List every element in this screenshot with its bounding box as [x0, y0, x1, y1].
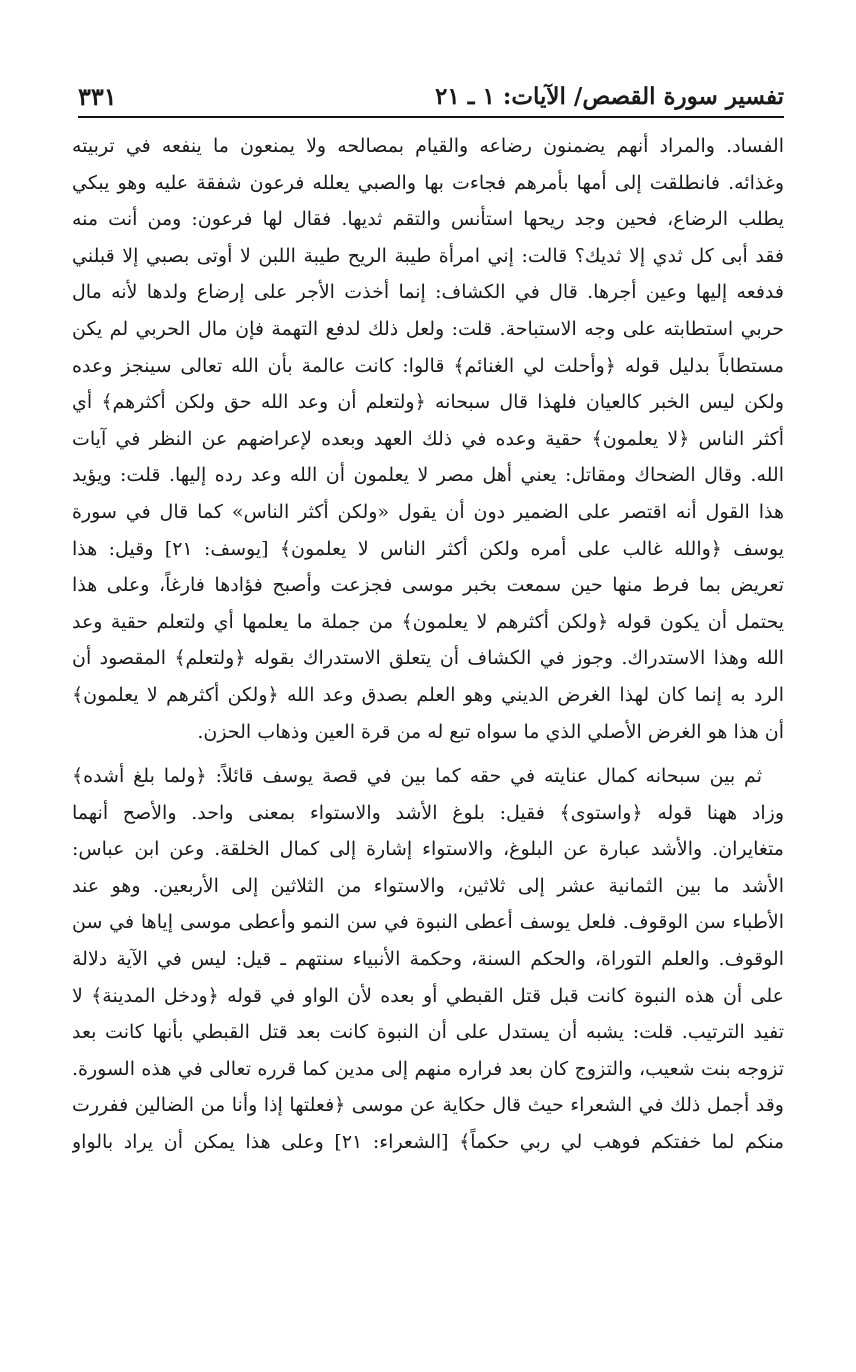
text-line: الأشد ما بين الثمانية عشر إلى ثلاثين، والاستواء من الثلاثين إلى الأربعين. وهو عند [72, 874, 784, 897]
text-line: على أن هذه النبوة كانت قبل قتل القبطي أو بعده لأن الواو في قوله ﴿ودخل المدينة﴾ لا [72, 984, 784, 1007]
text-line: مستطاباً بدليل قوله ﴿وأحلت لي الغنائم﴾ قالوا: كانت عالمة بأن الله تعالى سينجز وعده [72, 354, 784, 377]
page-number: ٣٣١ [78, 82, 117, 111]
text-line: أن هذا هو الغرض الأصلي الذي ما سواه تبع له من قرة العين وذهاب الحزن. [197, 720, 784, 743]
text-line: الوقوف. والعلم التوراة، والحكم السنة، وحكمة الأنبياء سنتهم ـ قيل: ليس في الآية دلالة [72, 948, 784, 971]
text-line: الأطباء سن الوقوف. فلعل يوسف أعطى النبوة في سن النمو وأعطى موسى إياها في سن [72, 911, 784, 934]
text-line: يطلب الرضاع، فحين وجد ريحها استأنس والتقم ثديها. فقال لها فرعون: ومن أنت منه [72, 208, 784, 231]
text-line: الرد به إنما كان لهذا الغرض الديني وهو العلم بصدق وعد الله ﴿ولكن أكثرهم لا يعلمون﴾ [72, 683, 784, 706]
text-line: الله. وقال الضحاك ومقاتل: يعني أهل مصر لا يعلمون أن الله وعد رده إليها. قلت: ويؤيد [72, 464, 784, 487]
text-line: وغذائه. فانطلقت إلى أمها بأمرهم فجاءت بها والصبي يعلله فرعون شفقة عليه وهو يبكي [72, 171, 784, 194]
text-line: ولكن ليس الخبر كالعيان فلهذا قال سبحانه ﴿ولتعلم أن وعد الله حق ولكن أكثرهم﴾ أي [72, 391, 784, 414]
body-text [72, 128, 784, 1161]
text-line: فقد أبى كل ثدي إلا ثديك؟ قالت: إني امرأة طيبة الريح طيبة اللبن لا أوتى بصبي إلا قبلني [72, 244, 784, 267]
text-line: منكم لما خفتكم فوهب لي ربي حكماً﴾ [الشعراء: ٢١] وعلى هذا يمكن أن يراد بالواو [72, 1131, 784, 1154]
running-title: تفسير سورة القصص/ الآيات: ١ ـ ٢١ [435, 83, 784, 110]
text-line: يحتمل أن يكون قوله ﴿ولكن أكثرهم لا يعلمون﴾ من جملة ما يعلمها أي ولتعلم حقية وعد [72, 610, 784, 633]
text-line: فدفعه إليها وعين أجرها. قال في الكشاف: إنما أخذت الأجر على إرضاع ولدها لأنه مال [72, 281, 784, 304]
text-line: تعريض بما فرط منها حين سمعت بخبر موسى فجزعت وأصبح فؤادها فارغاً، وعلى هذا [72, 574, 784, 597]
text-line: الله وهذا الاستدراك. وجوز في الكشاف أن يتعلق الاستدراك بقوله ﴿ولتعلم﴾ المقصود أن [72, 647, 784, 670]
text-line: يوسف ﴿والله غالب على أمره ولكن أكثر الناس لا يعلمون﴾ [يوسف: ٢١] وقيل: هذا [72, 537, 784, 560]
text-line: وزاد ههنا قوله ﴿واستوى﴾ فقيل: بلوغ الأشد والاستواء بمعنى واحد. والأصح أنهما [72, 801, 784, 824]
text-line: وقد أجمل ذلك في الشعراء حيث قال حكاية عن موسى ﴿فعلتها إذا وأنا من الضالين ففررت [72, 1094, 784, 1117]
text-line: الفساد. والمراد أنهم يضمنون رضاعه والقيام بمصالحه ولا يمنعون ما ينفعه في تربيته [72, 135, 784, 157]
paragraph-1 [72, 128, 784, 750]
text-line: تفيد الترتيب. قلت: يشبه أن يستدل على أن النبوة كانت بعد قتل القبطي بأنها كانت بعد [72, 1021, 784, 1044]
text-line: حربي استطابته على وجه الاستباحة. قلت: ولعل ذلك لدفع التهمة فإن مال الحربي لم يكن [72, 317, 784, 340]
header-divider [78, 116, 784, 118]
text-line: تزوجه بنت شعيب، والتزوج كان بعد فراره منهم إلى مدين كما قرره تعالى في هذه السورة. [72, 1057, 784, 1080]
paragraph-2 [72, 758, 784, 1161]
text-line: هذا القول أنه اقتصر على الضمير دون أن يقول «ولكن أكثر الناس» كما قال في سورة [72, 500, 784, 523]
page-header [78, 76, 784, 112]
text-line: أكثر الناس ﴿لا يعلمون﴾ حقية وعده في ذلك العهد وبعده لإعراضهم عن النظر في آيات [72, 427, 784, 450]
text-line: متغايران. والأشد عبارة عن البلوغ، والاستواء إشارة إلى كمال الخلقة. وعن ابن عباس: [72, 838, 784, 861]
text-line: ثم بين سبحانه كمال عنايته في حقه كما بين في قصة يوسف قائلاً: ﴿ولما بلغ أشده﴾ [72, 765, 762, 788]
